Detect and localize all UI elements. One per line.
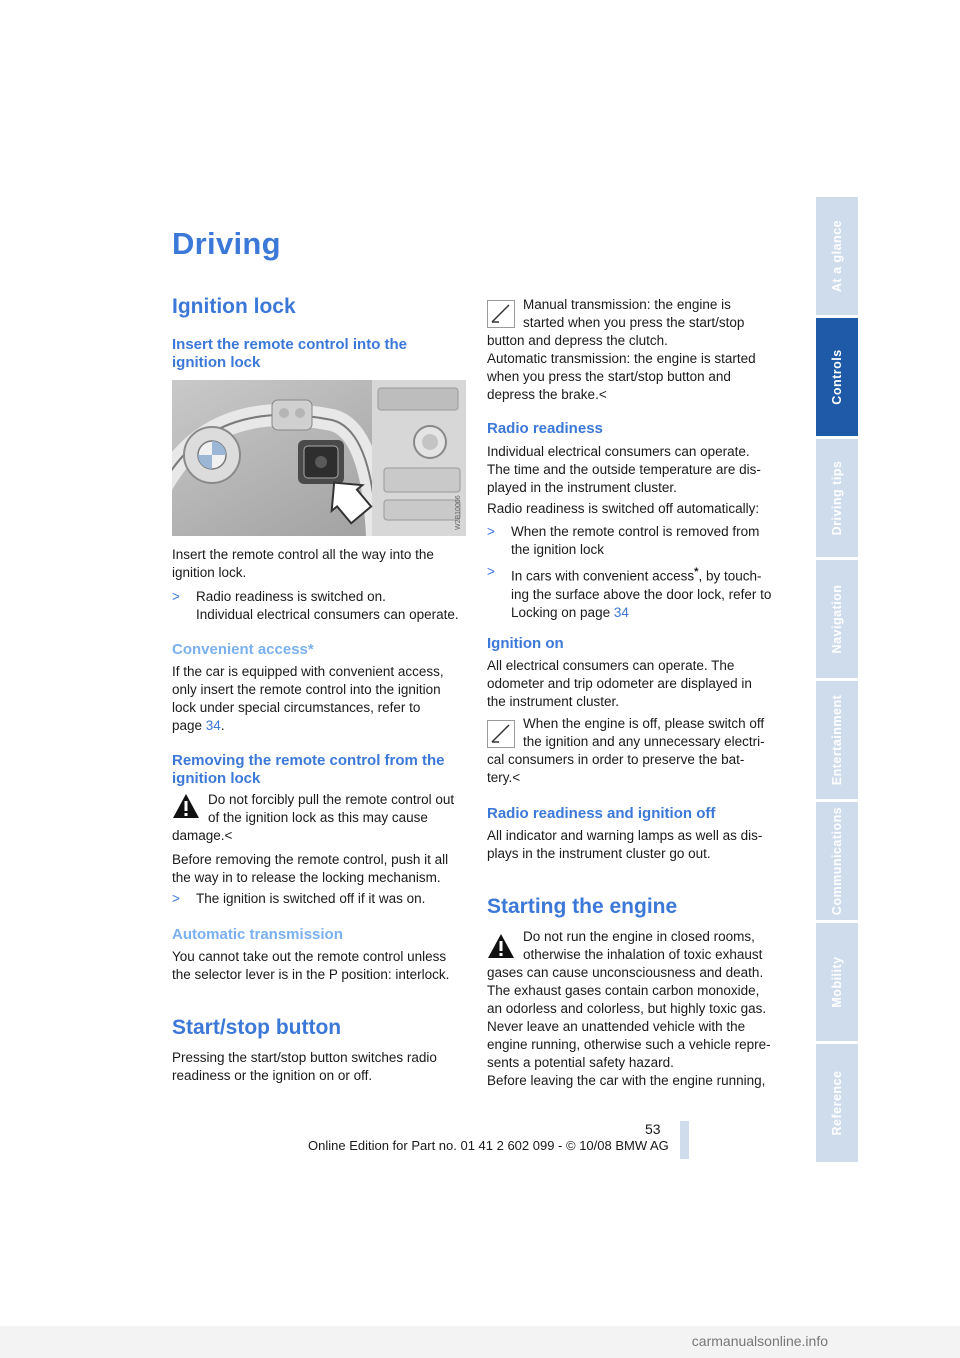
ignition-on-note-continued: cal consumers in order to preserve the bat- tery.<: [487, 752, 745, 785]
tab-driving-tips[interactable]: Driving tips: [816, 439, 858, 557]
end-mark: <: [598, 387, 607, 402]
end-mark: <: [224, 828, 233, 843]
radio-readiness-ignition-off-paragraph: All indicator and warning lamps as well as dis- plays in the instrument cluster go out.: [487, 828, 763, 861]
page-link-34[interactable]: 34: [613, 604, 629, 620]
insert-paragraph: Insert the remote control all the way into the ignition lock.: [172, 547, 434, 580]
tab-mobility[interactable]: Mobility: [816, 923, 858, 1041]
removing-paragraph: Before removing the remote control, push it all the way in to release the locking mechanism.: [172, 852, 449, 885]
page-link-34[interactable]: 34: [205, 718, 221, 733]
section-heading-ignition-lock: Ignition lock: [172, 295, 296, 318]
tab-communications[interactable]: Communications: [816, 802, 858, 920]
bullet-icon: >: [172, 891, 180, 906]
list-item: > Radio readiness is switched on. Individual electrical consumers can operate.: [172, 589, 459, 622]
tab-entertainment[interactable]: Entertainment: [816, 681, 858, 799]
steering-wheel-illustration: [172, 380, 466, 536]
note-icon: [487, 300, 515, 328]
page-number: 53: [645, 1121, 661, 1137]
section-heading-start-stop: Start/stop button: [172, 1016, 342, 1039]
end-mark: <: [512, 770, 521, 785]
removing-warning: Do not forcibly pull the remote control out of the ignition lock as this may cause: [208, 792, 455, 825]
footer-text: Online Edition for Part no. 01 41 2 602 099 - © 10/08 BMW AG: [308, 1138, 669, 1153]
subheading-ignition-on: Ignition on: [487, 635, 564, 652]
starting-engine-warning-continued: gases can cause unconsciousness and death. The exhaust gases contain carbon monoxide, an odorless and colorless, but highly toxic gas. Never leave an unattended vehicle with the engine running, otherwise such a vehicle repre- sents a potential safety hazard. Before leaving the car with the engine running,: [487, 965, 771, 1088]
image-code: W2B10066: [455, 495, 462, 530]
bullet-icon: >: [487, 564, 495, 579]
tab-at-a-glance[interactable]: At a glance: [816, 197, 858, 315]
automatic-transmission-paragraph: You cannot take out the remote control unless the selector lever is in the P position: interlock.: [172, 949, 450, 982]
bullet-icon: >: [487, 524, 495, 539]
section-heading-starting-engine: Starting the engine: [487, 895, 678, 918]
list-item: > The ignition is switched off if it was on.: [172, 891, 426, 906]
removing-warning-end: damage.<: [172, 828, 233, 843]
list-item: > When the remote control is removed from the ignition lock: [487, 524, 760, 557]
tab-controls[interactable]: Controls: [816, 318, 858, 436]
tab-navigation[interactable]: Navigation: [816, 560, 858, 678]
ignition-on-paragraph: All electrical consumers can operate. The odometer and trip odometer are displayed in the instrument cluster.: [487, 658, 752, 709]
ignition-lock-illustration: [172, 380, 466, 536]
manual-transmission-note: Manual transmission: the engine is started when you press the start/stop: [523, 297, 745, 330]
ignition-on-note: When the engine is off, please switch off the ignition and any unnecessary electri-: [523, 716, 765, 749]
footer-accent-bar: [680, 1121, 689, 1159]
tab-reference[interactable]: Reference: [816, 1044, 858, 1162]
subheading-removing-remote: Removing the remote control from the ignition lock: [172, 752, 445, 787]
list-item: > In cars with convenient access*, by touch- ing the surface above the door lock, refer to Locking on page 34: [487, 564, 772, 620]
watermark-text: carmanualsonline.info: [691, 1333, 828, 1349]
watermark-bar: [0, 1326, 960, 1358]
start-stop-paragraph: Pressing the start/stop button switches radio readiness or the ignition on or off.: [172, 1050, 437, 1083]
subheading-automatic-transmission: Automatic transmission: [172, 926, 343, 943]
chapter-tabs: [816, 197, 858, 1165]
radio-readiness-auto-off: Radio readiness is switched off automatically:: [487, 501, 760, 516]
convenient-access-paragraph: If the car is equipped with convenient access, only insert the remote control into the ignition lock under special circumstances, refer to page 34.: [172, 664, 444, 733]
subheading-insert-remote: Insert the remote control into the ignition lock: [172, 336, 408, 371]
page-title: Driving: [172, 226, 281, 261]
bullet-icon: >: [172, 589, 180, 604]
starting-engine-warning: Do not run the engine in closed rooms, otherwise the inhalation of toxic exhaust: [523, 929, 763, 962]
subheading-convenient-access: Convenient access*: [172, 641, 314, 658]
radio-readiness-paragraph: Individual electrical consumers can operate. The time and the outside temperature are dis- played in the instrument cluster.: [487, 444, 761, 495]
warning-icon: [487, 932, 515, 960]
note-icon: [487, 720, 515, 748]
subheading-radio-readiness-ignition-off: Radio readiness and ignition off: [487, 805, 716, 822]
warning-icon: [172, 792, 200, 820]
subheading-radio-readiness: Radio readiness: [487, 420, 603, 437]
transmission-note-continued: button and depress the clutch. Automatic transmission: the engine is started when you press the start/stop button and depress the brake.<: [487, 333, 756, 402]
